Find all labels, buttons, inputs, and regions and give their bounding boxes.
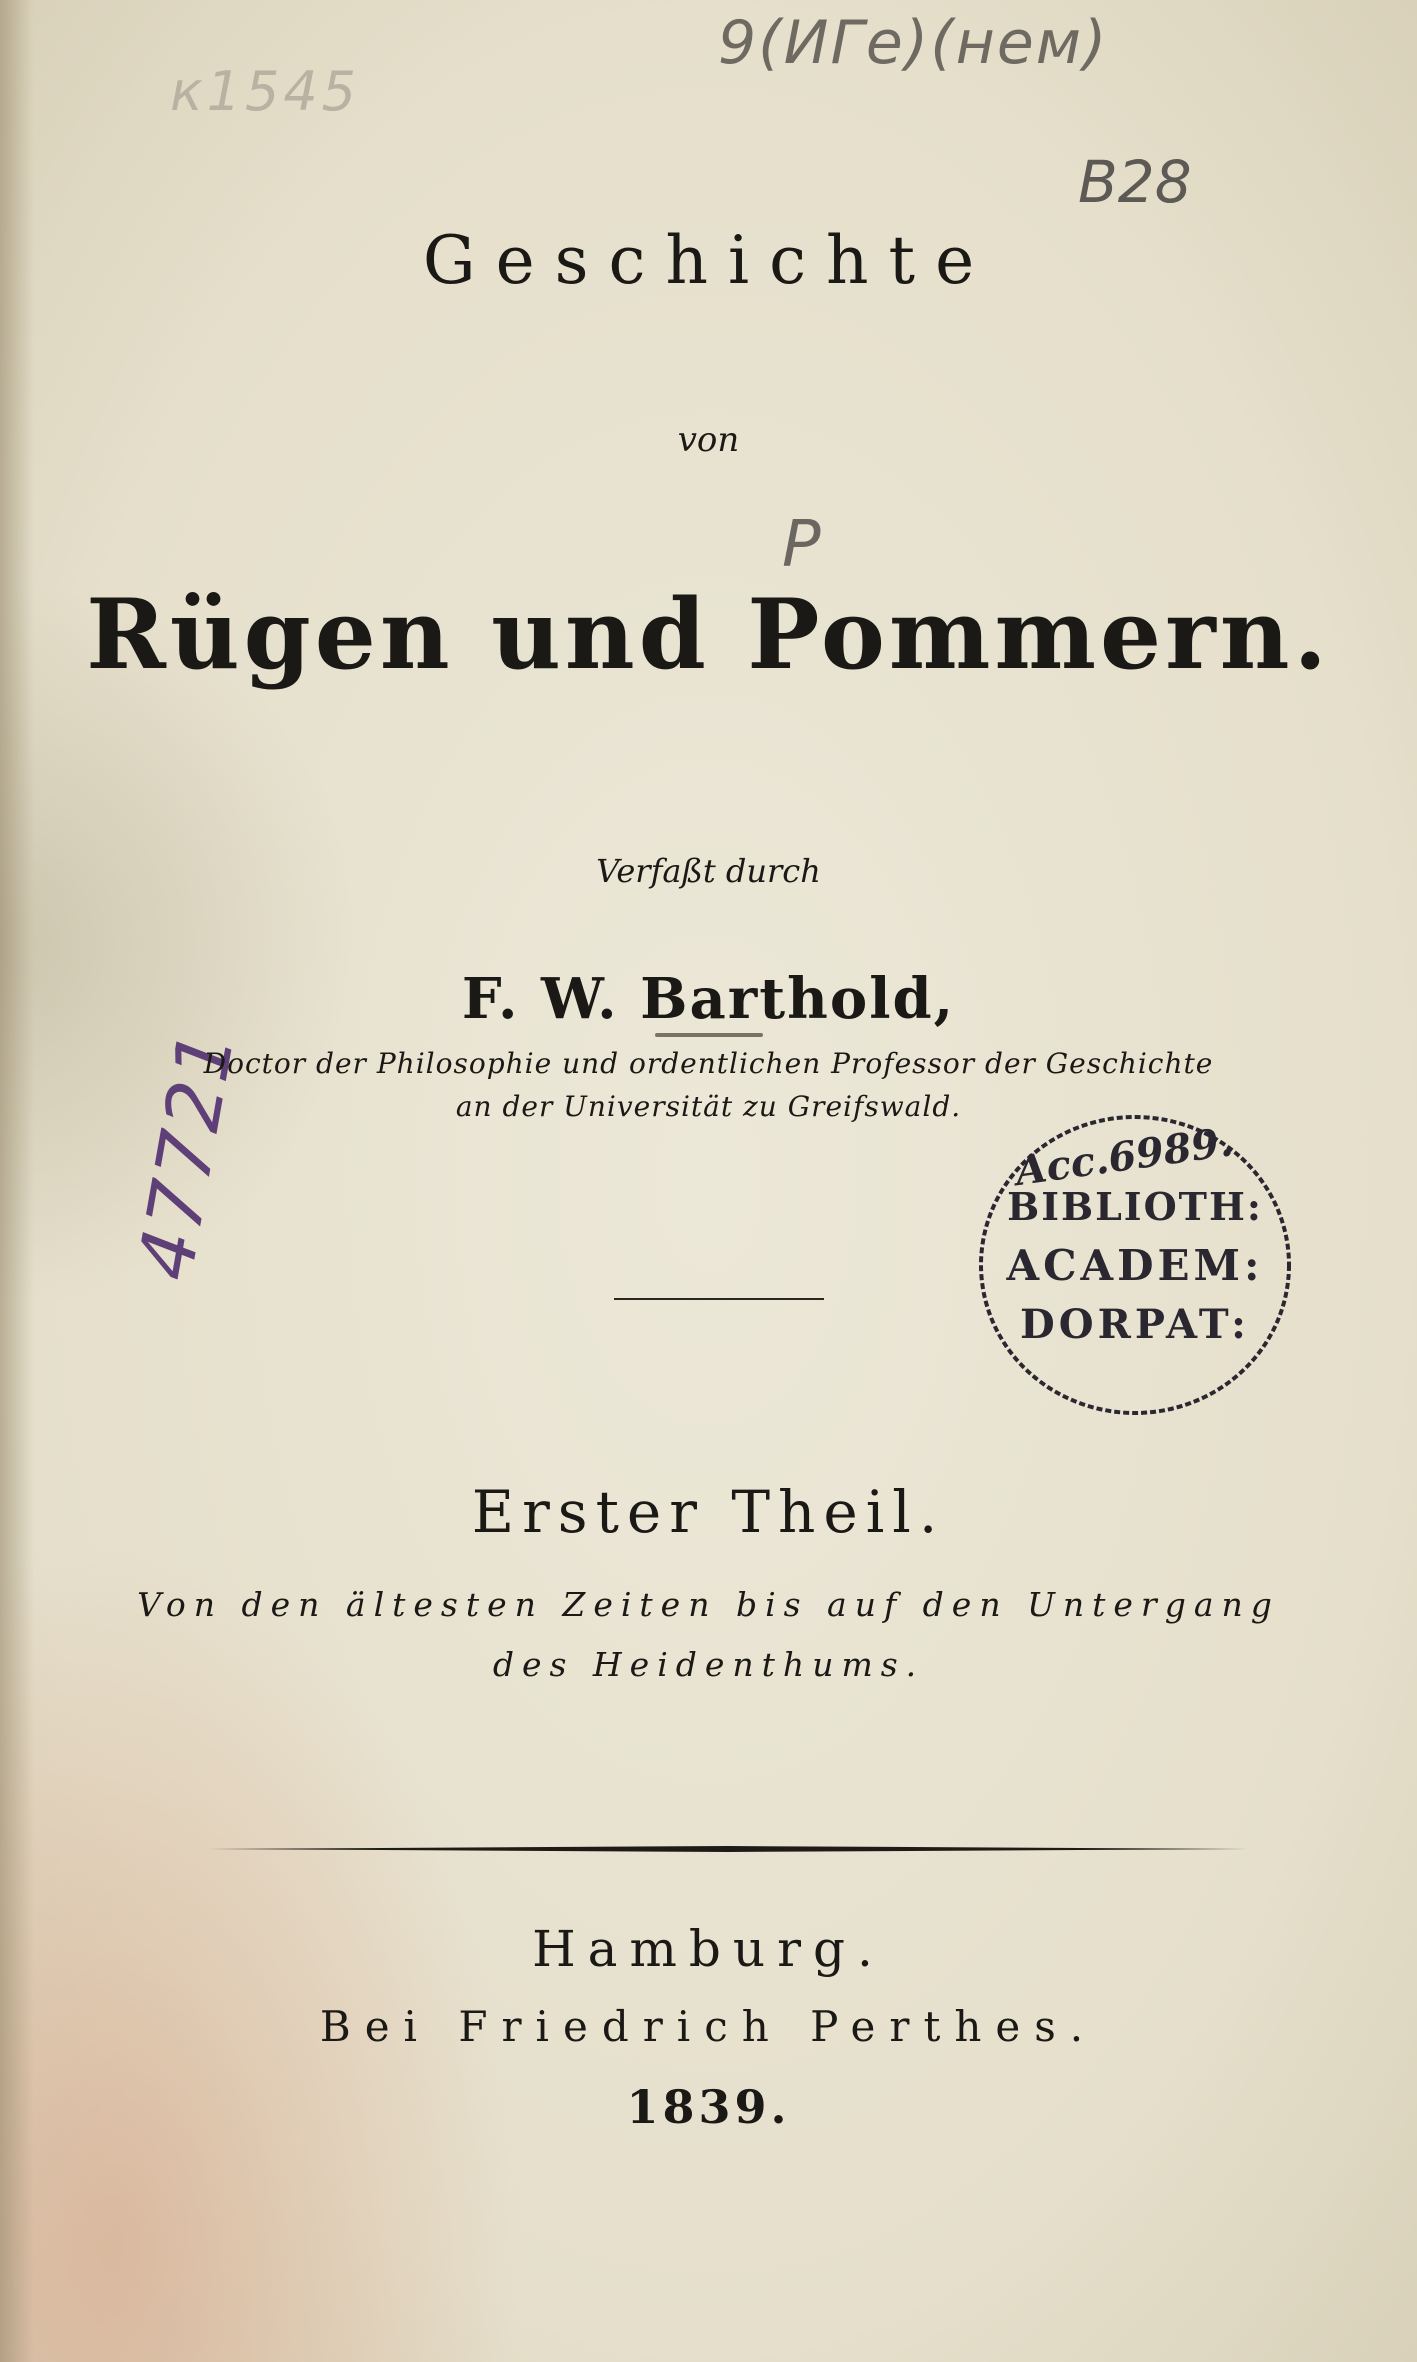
faded-pencil-mark: к1545 [170,60,361,123]
author-title-line-2: an der Universität zu Greifswald. [455,1090,962,1123]
subtitle-line-2: des Heidenthums. [492,1645,925,1684]
stamp-line-2: ACADEM: [1006,1241,1264,1290]
subtitle-line-1: Von den ältesten Zeiten bis auf den Untergang [137,1585,1280,1624]
short-divider [614,1298,824,1300]
author-title-line-1: Doctor der Philosophie und ordentlichen Professor der Geschichte [203,1047,1214,1080]
stamp-line-3: DORPAT: [1020,1301,1250,1348]
verfasst-durch: Verfaßt durch [596,852,821,890]
handwritten-b-mark: B28 [1078,148,1192,216]
handwritten-p-mark: P [782,508,821,582]
main-title: Rügen und Pommern. [86,578,1331,691]
part-title: Erster Theil. [471,1478,946,1546]
imprint-publisher: Bei Friedrich Perthes. [319,2002,1098,2051]
pencil-underline [655,1033,763,1037]
author-name: F. W. Barthold, [461,966,956,1032]
title-geschichte: Geschichte [422,222,995,299]
imprint-place: Hamburg. [532,1920,885,1978]
library-stamp [976,1112,1294,1418]
handwritten-inventory-number: 47721 [120,1022,252,1287]
handwritten-shelf-mark: 9(ИГе)(нем) [718,8,1109,78]
imprint-year: 1839. [626,2080,791,2134]
stamp-line-1: BIBLIOTH: [1007,1184,1263,1229]
swelled-rule [208,1846,1248,1852]
stamp-accession: Acc.6989. [1012,1118,1236,1196]
title-von: von [677,420,740,460]
